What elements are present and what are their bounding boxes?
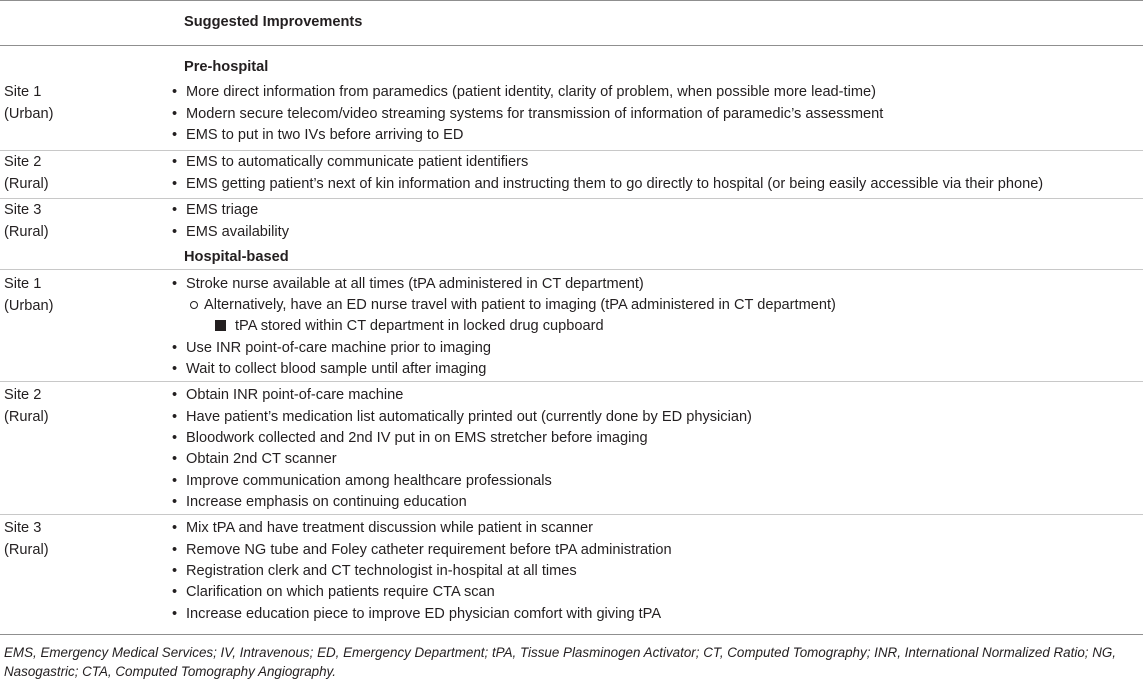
hollow-bullet-icon <box>190 301 198 309</box>
bullet-icon: • <box>172 451 178 467</box>
bullet-icon: • <box>172 361 178 377</box>
square-bullet-icon <box>215 320 226 331</box>
bullet-icon: • <box>172 387 178 403</box>
site-label: Site 2 <box>4 154 42 170</box>
table-bottom-rule <box>0 634 1143 635</box>
table-footnote: EMS, Emergency Medical Services; IV, Intravenous; ED, Emergency Department; tPA, Tissue Plasminogen Activator; CT, Computed Tomography; INR, International Normalized Ratio; NG, Nasogastric; CTA, Computed Tomography Angiography. <box>4 645 1117 679</box>
bullet-icon: • <box>172 106 178 122</box>
site-setting: (Urban) <box>4 298 54 314</box>
row-divider <box>0 198 1143 199</box>
column-header: Suggested Improvements <box>184 14 363 30</box>
header-rule <box>0 45 1143 46</box>
section-heading: Pre-hospital <box>184 59 269 75</box>
site-label: Site 3 <box>4 202 42 218</box>
bullet-icon: • <box>172 202 178 218</box>
bullet-icon: • <box>172 276 178 292</box>
site-setting: (Rural) <box>4 409 49 425</box>
bullet-icon: • <box>172 563 178 579</box>
bullet-icon: • <box>172 224 178 240</box>
section-heading: Hospital-based <box>184 249 289 265</box>
site-setting: (Rural) <box>4 542 49 558</box>
bullet-icon: • <box>172 520 178 536</box>
site-label: Site 3 <box>4 520 42 536</box>
site-setting: (Urban) <box>4 106 54 122</box>
site-setting: (Rural) <box>4 224 49 240</box>
bullet-icon: • <box>172 542 178 558</box>
row-divider <box>0 150 1143 151</box>
bullet-icon: • <box>172 430 178 446</box>
bullet-icon: • <box>172 606 178 622</box>
site-setting: (Rural) <box>4 176 49 192</box>
bullet-icon: • <box>172 154 178 170</box>
table-top-rule <box>0 0 1143 1</box>
bullet-icon: • <box>172 176 178 192</box>
bullet-icon: • <box>172 494 178 510</box>
bullet-icon: • <box>172 340 178 356</box>
row-divider <box>0 269 1143 270</box>
site-label: Site 1 <box>4 84 42 100</box>
row-divider <box>0 381 1143 382</box>
bullet-icon: • <box>172 473 178 489</box>
bullet-icon: • <box>172 84 178 100</box>
bullet-icon: • <box>172 584 178 600</box>
row-divider <box>0 514 1143 515</box>
bullet-icon: • <box>172 127 178 143</box>
site-label: Site 1 <box>4 276 42 292</box>
bullet-icon: • <box>172 409 178 425</box>
site-label: Site 2 <box>4 387 42 403</box>
